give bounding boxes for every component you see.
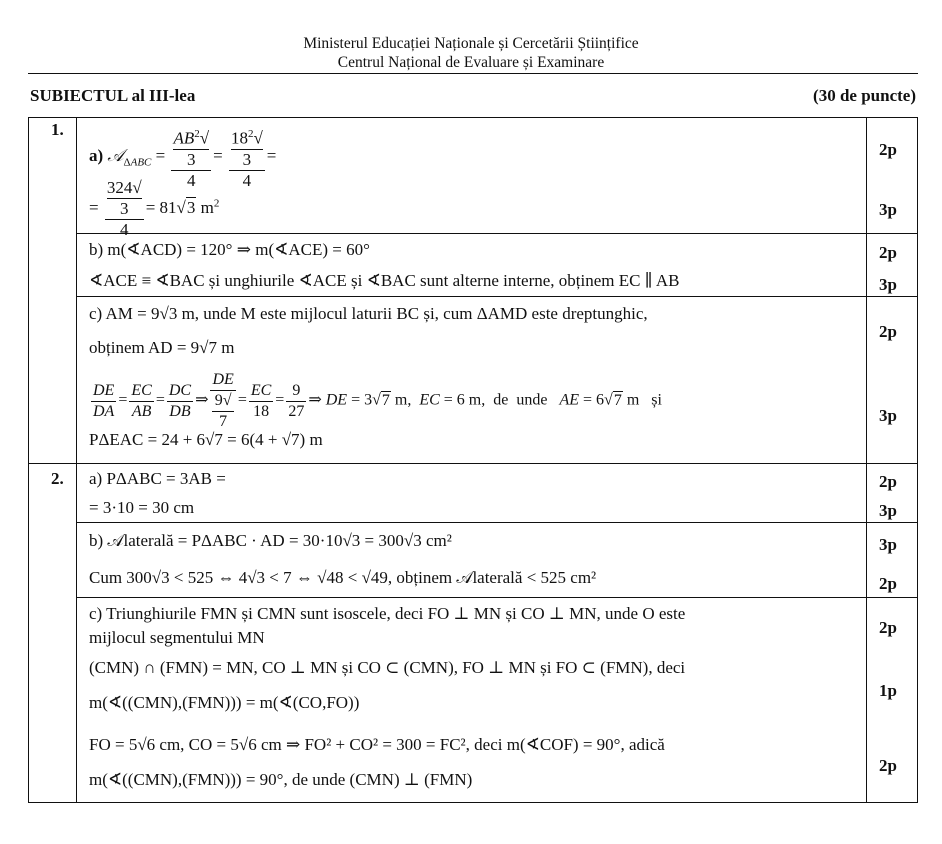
points-value: 3p xyxy=(879,406,897,425)
solution-line: (CMN) ∩ (FMN) = MN, CO ⊥ MN și CO ⊂ (CMN), FO ⊥ MN și FO ⊂ (FMN), deci xyxy=(89,658,686,677)
solution-line: c) Triunghiurile FMN și CMN sunt isoscele, deci FO ⊥ MN și CO ⊥ MN, unde O este xyxy=(89,604,686,623)
points-value: 2p xyxy=(879,756,897,775)
solution-line: a) PΔABC = 3AB = xyxy=(89,469,226,488)
solution-line: b) m(∢ACD) = 120° ⇒ m(∢ACE) = 60° xyxy=(89,240,370,259)
points-value: 2p xyxy=(879,140,897,159)
problem-number: 1. xyxy=(51,120,64,139)
solution-line: FO = 5√6 cm, CO = 5√6 cm ⇒ FO² + CO² = 300 = FC², deci m(∢COF) = 90°, adică xyxy=(89,735,665,754)
solution-line: m(∢((CMN),(FMN))) = 90°, de unde (CMN) ⊥ (FMN) xyxy=(89,770,473,789)
points-value: 3p xyxy=(879,275,897,294)
points-value: 2p xyxy=(879,472,897,491)
subject-points: (30 de puncte) xyxy=(813,86,916,105)
solution-line: c) AM = 9√3 m, unde M este mijlocul laturii BC și, cum ΔAMD este dreptunghic, xyxy=(89,304,648,323)
solution-line: Cum 300√3 < 525 ⇔ 4√3 < 7 ⇔ √48 < √49, obținem 𝒜laterală < 525 cm² xyxy=(89,568,597,587)
points-value: 3p xyxy=(879,535,897,554)
solution-line: a) 𝒜$_{\Delta ABC}$ = $AB^2√$ 3 4 = $18^2√$ 3 4 = xyxy=(89,124,276,191)
solution-line: b) 𝒜laterală = PΔABC · AD = 30·10√3 = 300√3 cm² xyxy=(89,531,452,550)
ministry-name: Ministerul Educației Naționale și Cercetării Științifice xyxy=(303,35,639,52)
center-name: Centrul Național de Evaluare și Examinare xyxy=(337,54,605,71)
solution-line: ∢ACE ≡ ∢BAC și unghiurile ∢ACE și ∢BAC sunt alterne interne, obținem EC ∥ AB xyxy=(89,271,680,290)
grading-table xyxy=(28,117,918,803)
points-column-divider xyxy=(866,118,867,802)
points-value: 2p xyxy=(879,322,897,341)
solution-line: = 3·10 = 30 cm xyxy=(89,498,195,517)
row-divider xyxy=(76,597,917,598)
solution-line: $\frac{DE}{DA}$ = $\frac{EC}{AB}$ = $\frac{DC}{DB}$ ⇒ DE 9√ 7 = $\frac{EC}{18}$ = $\frac{9}{27}$ ⇒ DE = 3√7 m, EC = 6 m, de unde AE = 6√7 m și xyxy=(93,371,662,430)
header-divider xyxy=(28,73,918,74)
solution-line: = 324√ 3 4 = 81√3 $m^2$ xyxy=(89,178,220,239)
points-value: 2p xyxy=(879,243,897,262)
subject-title: SUBIECTUL al III-lea xyxy=(30,86,196,105)
points-value: 3p xyxy=(879,200,897,219)
solution-line: mijlocul segmentului MN xyxy=(89,628,265,647)
row-divider xyxy=(76,296,917,297)
solution-line: obținem AD = 9√7 m xyxy=(89,338,235,357)
row-divider xyxy=(76,522,917,523)
points-value: 1p xyxy=(879,681,897,700)
problem-number: 2. xyxy=(51,469,64,488)
problem-divider xyxy=(29,463,917,464)
solution-line: m(∢((CMN),(FMN))) = m(∢(CO,FO)) xyxy=(89,693,360,712)
points-value: 2p xyxy=(879,618,897,637)
points-value: 2p xyxy=(879,574,897,593)
solution-line: PΔEAC = 24 + 6√7 = 6(4 + √7) m xyxy=(89,430,323,449)
points-value: 3p xyxy=(879,501,897,520)
number-column-divider xyxy=(76,118,77,802)
